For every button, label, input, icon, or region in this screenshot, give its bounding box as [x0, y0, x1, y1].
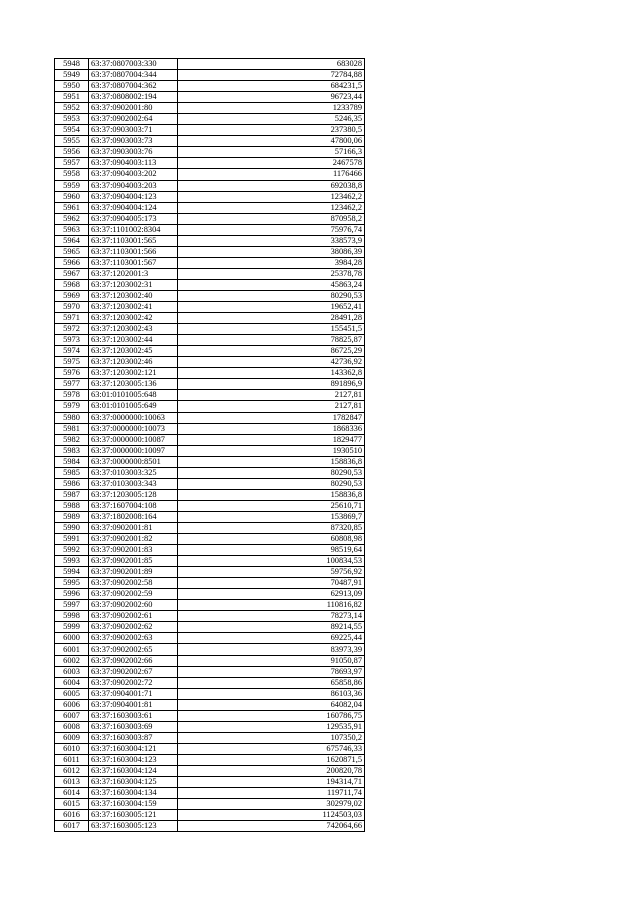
value-cell: 119711,74: [178, 788, 365, 799]
value-cell: 38086,39: [178, 246, 365, 257]
value-cell: 338573,9: [178, 235, 365, 246]
value-cell: 107350,2: [178, 732, 365, 743]
table-row: [55, 478, 365, 489]
cadastral-number-cell: 63:37:1603004:124: [89, 766, 178, 777]
row-number-cell: 5969: [55, 290, 89, 301]
value-cell: 1868336: [178, 423, 365, 434]
cadastral-number-cell: 63:37:0807004:362: [89, 81, 178, 92]
row-number-cell: 5966: [55, 257, 89, 268]
cadastral-number-cell: 63:37:1203002:41: [89, 302, 178, 313]
table-row: [55, 401, 365, 412]
value-cell: 160786,75: [178, 710, 365, 721]
cadastral-number-cell: 63:37:0904005:173: [89, 213, 178, 224]
table-row: [55, 622, 365, 633]
value-cell: 75976,74: [178, 224, 365, 235]
value-cell: 158836,8: [178, 489, 365, 500]
table-row: [55, 511, 365, 522]
row-number-cell: 5952: [55, 103, 89, 114]
cadastral-number-cell: 63:01:0101005:649: [89, 401, 178, 412]
row-number-cell: 6015: [55, 799, 89, 810]
table-row: [55, 766, 365, 777]
table-row: [55, 158, 365, 169]
table-row: [55, 821, 365, 832]
table-row: [55, 412, 365, 423]
value-cell: 80290,53: [178, 290, 365, 301]
cadastral-number-cell: 63:37:1607004:108: [89, 500, 178, 511]
data-table: [54, 58, 365, 832]
cadastral-number-cell: 63:37:1603003:61: [89, 710, 178, 721]
cadastral-number-cell: 63:37:0902001:82: [89, 534, 178, 545]
cadastral-number-cell: 63:37:0903003:71: [89, 125, 178, 136]
row-number-cell: 5976: [55, 368, 89, 379]
row-number-cell: 5953: [55, 114, 89, 125]
cadastral-number-cell: 63:37:0902002:61: [89, 611, 178, 622]
row-number-cell: 5968: [55, 279, 89, 290]
row-number-cell: 5962: [55, 213, 89, 224]
table-row: [55, 357, 365, 368]
row-number-cell: 5979: [55, 401, 89, 412]
row-number-cell: 6012: [55, 766, 89, 777]
value-cell: 302979,02: [178, 799, 365, 810]
cadastral-number-cell: 63:37:0807004:344: [89, 70, 178, 81]
value-cell: 57166,3: [178, 147, 365, 158]
table-body: [55, 59, 365, 832]
cadastral-number-cell: 63:37:0902001:80: [89, 103, 178, 114]
value-cell: 65858,86: [178, 677, 365, 688]
cadastral-number-cell: 63:37:0902002:62: [89, 622, 178, 633]
row-number-cell: 5949: [55, 70, 89, 81]
value-cell: 1124503,03: [178, 810, 365, 821]
cadastral-number-cell: 63:37:0808002:194: [89, 92, 178, 103]
value-cell: 78273,14: [178, 611, 365, 622]
table-row: [55, 633, 365, 644]
cadastral-number-cell: 63:37:1103001:567: [89, 257, 178, 268]
value-cell: 28491,28: [178, 313, 365, 324]
cadastral-number-cell: 63:37:1203005:136: [89, 379, 178, 390]
value-cell: 3984,28: [178, 257, 365, 268]
row-number-cell: 6010: [55, 743, 89, 754]
cadastral-number-cell: 63:37:1203002:31: [89, 279, 178, 290]
value-cell: 100834,53: [178, 556, 365, 567]
row-number-cell: 5981: [55, 423, 89, 434]
table-row: [55, 268, 365, 279]
table-row: [55, 313, 365, 324]
row-number-cell: 5988: [55, 500, 89, 511]
value-cell: 42736,92: [178, 357, 365, 368]
row-number-cell: 6003: [55, 666, 89, 677]
cadastral-number-cell: 63:37:0904001:71: [89, 688, 178, 699]
row-number-cell: 5985: [55, 467, 89, 478]
row-number-cell: 5955: [55, 136, 89, 147]
row-number-cell: 5992: [55, 545, 89, 556]
row-number-cell: 5948: [55, 59, 89, 70]
cadastral-number-cell: 63:37:0103003:325: [89, 467, 178, 478]
value-cell: 78825,87: [178, 335, 365, 346]
row-number-cell: 5975: [55, 357, 89, 368]
cadastral-number-cell: 63:37:1603003:69: [89, 721, 178, 732]
value-cell: 1930510: [178, 445, 365, 456]
row-number-cell: 5951: [55, 92, 89, 103]
cadastral-number-cell: 63:37:0902001:83: [89, 545, 178, 556]
table-row: [55, 644, 365, 655]
cadastral-number-cell: 63:37:1603004:125: [89, 777, 178, 788]
cadastral-number-cell: 63:37:0000000:10087: [89, 434, 178, 445]
row-number-cell: 6017: [55, 821, 89, 832]
cadastral-number-cell: 63:37:1603004:159: [89, 799, 178, 810]
row-number-cell: 5991: [55, 534, 89, 545]
value-cell: 70487,91: [178, 578, 365, 589]
cadastral-number-cell: 63:37:1203002:45: [89, 346, 178, 357]
table-row: [55, 257, 365, 268]
cadastral-number-cell: 63:37:1203002:46: [89, 357, 178, 368]
cadastral-number-cell: 63:37:1103001:565: [89, 235, 178, 246]
row-number-cell: 6005: [55, 688, 89, 699]
value-cell: 5246,35: [178, 114, 365, 125]
row-number-cell: 5959: [55, 180, 89, 191]
row-number-cell: 5972: [55, 324, 89, 335]
table-row: [55, 666, 365, 677]
cadastral-number-cell: 63:37:0904004:124: [89, 202, 178, 213]
table-row: [55, 368, 365, 379]
value-cell: 2467578: [178, 158, 365, 169]
table-row: [55, 655, 365, 666]
row-number-cell: 6006: [55, 699, 89, 710]
cadastral-number-cell: 63:37:0902002:63: [89, 633, 178, 644]
cadastral-number-cell: 63:37:0902002:60: [89, 600, 178, 611]
value-cell: 1176466: [178, 169, 365, 180]
table-row: [55, 777, 365, 788]
table-row: [55, 434, 365, 445]
row-number-cell: 5984: [55, 456, 89, 467]
value-cell: 96723,44: [178, 92, 365, 103]
row-number-cell: 5993: [55, 556, 89, 567]
row-number-cell: 5996: [55, 589, 89, 600]
row-number-cell: 6002: [55, 655, 89, 666]
value-cell: 742064,66: [178, 821, 365, 832]
row-number-cell: 5974: [55, 346, 89, 357]
value-cell: 69225,44: [178, 633, 365, 644]
row-number-cell: 5980: [55, 412, 89, 423]
cadastral-number-cell: 63:37:1203002:42: [89, 313, 178, 324]
row-number-cell: 6001: [55, 644, 89, 655]
table-row: [55, 611, 365, 622]
table-row: [55, 379, 365, 390]
cadastral-number-cell: 63:37:0902002:64: [89, 114, 178, 125]
cadastral-number-cell: 63:37:0000000:10073: [89, 423, 178, 434]
row-number-cell: 5957: [55, 158, 89, 169]
table-row: [55, 699, 365, 710]
table-row: [55, 600, 365, 611]
cadastral-number-cell: 63:37:1203002:121: [89, 368, 178, 379]
cadastral-number-cell: 63:01:0101005:648: [89, 390, 178, 401]
table-row: [55, 522, 365, 533]
cadastral-number-cell: 63:37:1603004:121: [89, 743, 178, 754]
row-number-cell: 5997: [55, 600, 89, 611]
value-cell: 194314,71: [178, 777, 365, 788]
table-row: [55, 788, 365, 799]
table-row: [55, 180, 365, 191]
cadastral-number-cell: 63:37:1203005:128: [89, 489, 178, 500]
row-number-cell: 5973: [55, 335, 89, 346]
cadastral-number-cell: 63:37:0902001:81: [89, 522, 178, 533]
cadastral-number-cell: 63:37:0903003:73: [89, 136, 178, 147]
row-number-cell: 5967: [55, 268, 89, 279]
value-cell: 45863,24: [178, 279, 365, 290]
value-cell: 123462,2: [178, 202, 365, 213]
row-number-cell: 5963: [55, 224, 89, 235]
value-cell: 98519,64: [178, 545, 365, 556]
value-cell: 237380,5: [178, 125, 365, 136]
value-cell: 153869,7: [178, 511, 365, 522]
row-number-cell: 5977: [55, 379, 89, 390]
cadastral-number-cell: 63:37:0904004:123: [89, 191, 178, 202]
cadastral-number-cell: 63:37:1101002:8304: [89, 224, 178, 235]
cadastral-number-cell: 63:37:1603005:121: [89, 810, 178, 821]
cadastral-number-cell: 63:37:0902002:66: [89, 655, 178, 666]
cadastral-number-cell: 63:37:0902002:65: [89, 644, 178, 655]
row-number-cell: 5958: [55, 169, 89, 180]
table-row: [55, 445, 365, 456]
cadastral-number-cell: 63:37:1103001:566: [89, 246, 178, 257]
table-row: [55, 136, 365, 147]
value-cell: 87320,85: [178, 522, 365, 533]
table-row: [55, 224, 365, 235]
row-number-cell: 5950: [55, 81, 89, 92]
row-number-cell: 6009: [55, 732, 89, 743]
value-cell: 2127,81: [178, 390, 365, 401]
cadastral-number-cell: 63:37:0902001:85: [89, 556, 178, 567]
table-row: [55, 589, 365, 600]
table-row: [55, 456, 365, 467]
cadastral-number-cell: 63:37:0903003:76: [89, 147, 178, 158]
value-cell: 80290,53: [178, 478, 365, 489]
cadastral-number-cell: 63:37:0904003:113: [89, 158, 178, 169]
cadastral-number-cell: 63:37:1802008:164: [89, 511, 178, 522]
value-cell: 1829477: [178, 434, 365, 445]
value-cell: 2127,81: [178, 401, 365, 412]
row-number-cell: 5999: [55, 622, 89, 633]
row-number-cell: 5983: [55, 445, 89, 456]
value-cell: 683028: [178, 59, 365, 70]
cadastral-number-cell: 63:37:1203002:43: [89, 324, 178, 335]
cadastral-number-cell: 63:37:0904003:203: [89, 180, 178, 191]
table-row: [55, 799, 365, 810]
cadastral-number-cell: 63:37:1603005:123: [89, 821, 178, 832]
cadastral-number-cell: 63:37:0902002:59: [89, 589, 178, 600]
table-row: [55, 103, 365, 114]
row-number-cell: 6004: [55, 677, 89, 688]
value-cell: 143362,8: [178, 368, 365, 379]
row-number-cell: 5964: [55, 235, 89, 246]
cadastral-number-cell: 63:37:1603004:134: [89, 788, 178, 799]
table-row: [55, 743, 365, 754]
row-number-cell: 5990: [55, 522, 89, 533]
row-number-cell: 5954: [55, 125, 89, 136]
table-row: [55, 302, 365, 313]
row-number-cell: 5982: [55, 434, 89, 445]
row-number-cell: 5971: [55, 313, 89, 324]
table-row: [55, 545, 365, 556]
table-row: [55, 567, 365, 578]
row-number-cell: 5960: [55, 191, 89, 202]
table-row: [55, 556, 365, 567]
cadastral-number-cell: 63:37:1202001:3: [89, 268, 178, 279]
cadastral-number-cell: 63:37:1203002:44: [89, 335, 178, 346]
table-row: [55, 721, 365, 732]
row-number-cell: 5961: [55, 202, 89, 213]
row-number-cell: 5995: [55, 578, 89, 589]
table-row: [55, 754, 365, 765]
table-row: [55, 732, 365, 743]
cadastral-number-cell: 63:37:0902002:58: [89, 578, 178, 589]
table-row: [55, 202, 365, 213]
table-row: [55, 423, 365, 434]
value-cell: 692038,8: [178, 180, 365, 191]
value-cell: 123462,2: [178, 191, 365, 202]
cadastral-number-cell: 63:37:0902001:89: [89, 567, 178, 578]
table-row: [55, 324, 365, 335]
table-row: [55, 710, 365, 721]
cadastral-number-cell: 63:37:0807003:330: [89, 59, 178, 70]
row-number-cell: 5970: [55, 302, 89, 313]
cadastral-number-cell: 63:37:1603003:87: [89, 732, 178, 743]
cadastral-number-cell: 63:37:0904003:202: [89, 169, 178, 180]
value-cell: 78693,97: [178, 666, 365, 677]
value-cell: 62913,09: [178, 589, 365, 600]
row-number-cell: 6014: [55, 788, 89, 799]
table-row: [55, 81, 365, 92]
value-cell: 684231,5: [178, 81, 365, 92]
value-cell: 72784,88: [178, 70, 365, 81]
value-cell: 155451,5: [178, 324, 365, 335]
value-cell: 59756,92: [178, 567, 365, 578]
table-row: [55, 235, 365, 246]
table-row: [55, 147, 365, 158]
table-row: [55, 70, 365, 81]
row-number-cell: 5986: [55, 478, 89, 489]
table-row: [55, 114, 365, 125]
cadastral-number-cell: 63:37:0000000:10063: [89, 412, 178, 423]
cadastral-number-cell: 63:37:0103003:343: [89, 478, 178, 489]
value-cell: 86103,36: [178, 688, 365, 699]
value-cell: 64082,04: [178, 699, 365, 710]
table-row: [55, 677, 365, 688]
value-cell: 1620871,5: [178, 754, 365, 765]
value-cell: 80290,53: [178, 467, 365, 478]
row-number-cell: 5994: [55, 567, 89, 578]
row-number-cell: 6016: [55, 810, 89, 821]
row-number-cell: 6013: [55, 777, 89, 788]
value-cell: 891896,9: [178, 379, 365, 390]
table-row: [55, 246, 365, 257]
row-number-cell: 5998: [55, 611, 89, 622]
value-cell: 89214,55: [178, 622, 365, 633]
value-cell: 83973,39: [178, 644, 365, 655]
value-cell: 1233789: [178, 103, 365, 114]
cadastral-number-cell: 63:37:1203002:40: [89, 290, 178, 301]
value-cell: 200820,78: [178, 766, 365, 777]
table-row: [55, 346, 365, 357]
row-number-cell: 5989: [55, 511, 89, 522]
row-number-cell: 5987: [55, 489, 89, 500]
table-row: [55, 191, 365, 202]
value-cell: 25610,71: [178, 500, 365, 511]
table-row: [55, 125, 365, 136]
cadastral-number-cell: 63:37:0000000:10097: [89, 445, 178, 456]
value-cell: 1782847: [178, 412, 365, 423]
table-row: [55, 390, 365, 401]
row-number-cell: 6000: [55, 633, 89, 644]
cadastral-number-cell: 63:37:1603004:123: [89, 754, 178, 765]
cadastral-number-cell: 63:37:0902002:72: [89, 677, 178, 688]
row-number-cell: 6011: [55, 754, 89, 765]
value-cell: 86725,29: [178, 346, 365, 357]
row-number-cell: 5978: [55, 390, 89, 401]
table-row: [55, 169, 365, 180]
table-row: [55, 59, 365, 70]
cadastral-number-cell: 63:37:0904001:81: [89, 699, 178, 710]
row-number-cell: 5965: [55, 246, 89, 257]
table-row: [55, 688, 365, 699]
table-row: [55, 534, 365, 545]
table-row: [55, 578, 365, 589]
table-row: [55, 489, 365, 500]
value-cell: 25378,78: [178, 268, 365, 279]
value-cell: 60808,98: [178, 534, 365, 545]
cadastral-number-cell: 63:37:0902002:67: [89, 666, 178, 677]
table-row: [55, 279, 365, 290]
table-row: [55, 92, 365, 103]
table-row: [55, 467, 365, 478]
table-row: [55, 810, 365, 821]
value-cell: 91050,87: [178, 655, 365, 666]
value-cell: 19652,41: [178, 302, 365, 313]
table-row: [55, 500, 365, 511]
value-cell: 870958,2: [178, 213, 365, 224]
table-row: [55, 213, 365, 224]
value-cell: 158836,8: [178, 456, 365, 467]
table-row: [55, 335, 365, 346]
row-number-cell: 6007: [55, 710, 89, 721]
row-number-cell: 5956: [55, 147, 89, 158]
value-cell: 129535,91: [178, 721, 365, 732]
value-cell: 47800,06: [178, 136, 365, 147]
value-cell: 675746,33: [178, 743, 365, 754]
table-row: [55, 290, 365, 301]
row-number-cell: 6008: [55, 721, 89, 732]
value-cell: 110816,82: [178, 600, 365, 611]
cadastral-number-cell: 63:37:0000000:8501: [89, 456, 178, 467]
